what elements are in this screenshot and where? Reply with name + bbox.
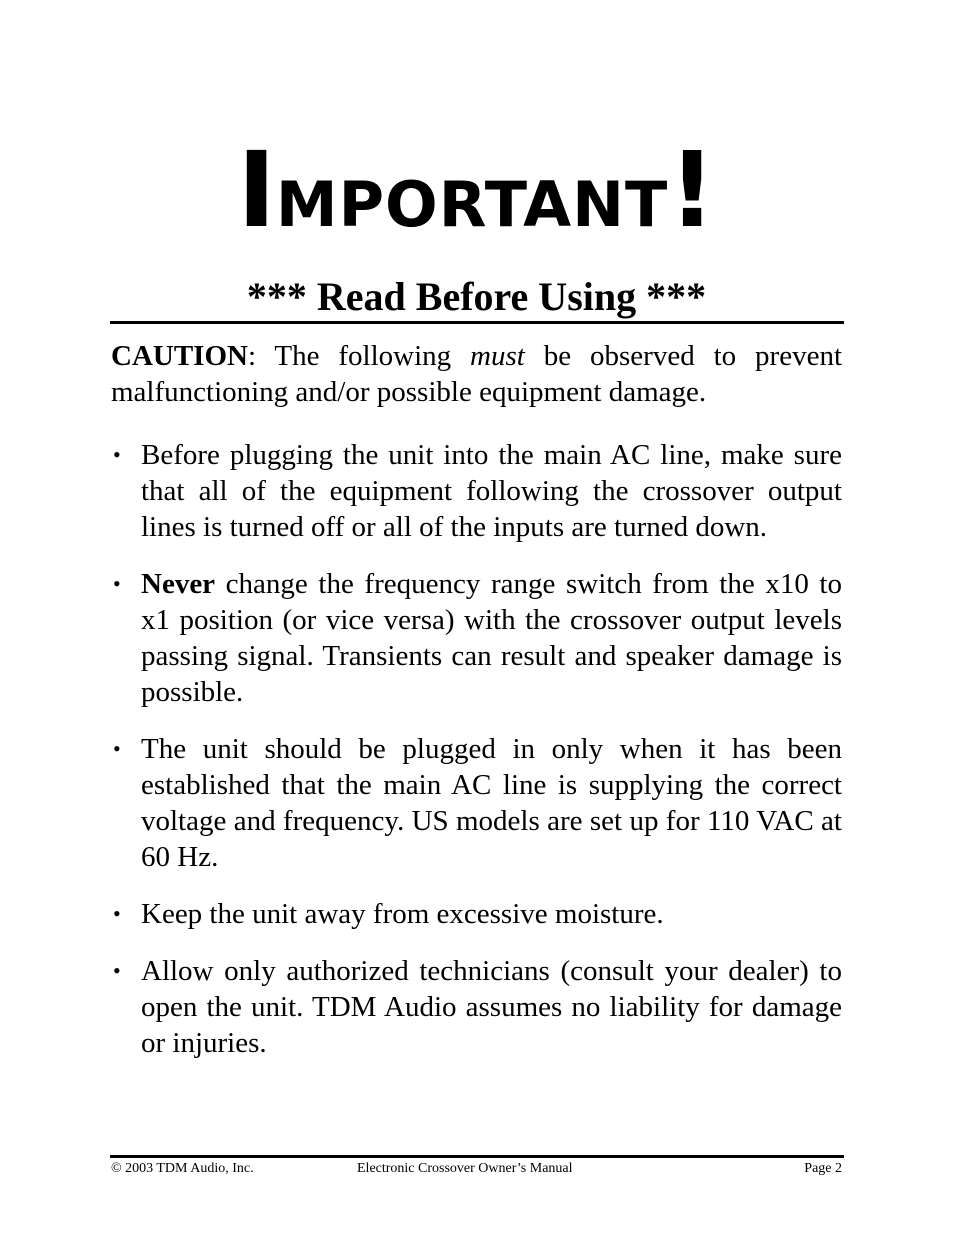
title-rest: MPORTANT: [275, 168, 669, 241]
footer-page-number: Page 2: [804, 1161, 842, 1176]
list-item: [111, 953, 842, 1061]
page-title: [110, 129, 843, 251]
caution-paragraph: [111, 338, 842, 410]
list-item-text: change the frequency range switch from the x10 to x1 position (or vice versa) with the crossover output levels passing signal. Transients can result and speaker damage is possible.: [141, 568, 842, 708]
bullet-icon: •: [113, 736, 121, 761]
caution-text-after: be observed to prevent malfunctioning and/or possible equipment damage.: [111, 340, 842, 408]
caution-label: CAUTION: [111, 340, 248, 372]
title-first-letter: I: [237, 129, 276, 251]
list-item: [111, 437, 842, 545]
list-item-text: Allow only authorized technicians (consult your dealer) to open the unit. TDM Audio assumes no liability for damage or injuries.: [141, 955, 842, 1059]
list-item-bold: Never: [141, 568, 216, 600]
list-item-text: Keep the unit away from excessive moisture.: [141, 898, 664, 930]
header-divider: [110, 321, 844, 324]
footer-copyright: © 2003 TDM Audio, Inc.: [111, 1161, 254, 1176]
bullet-icon: •: [113, 571, 121, 596]
bullet-icon: •: [113, 442, 121, 467]
list-item: [111, 566, 842, 710]
list-item: [111, 896, 842, 932]
list-item-text: Before plugging the unit into the main AC line, make sure that all of the equipment following the crossover output lines is turned off or all of the inputs are turned down.: [141, 439, 842, 543]
list-item: [111, 731, 842, 875]
footer-manual-title: Electronic Crossover Owner’s Manual: [357, 1161, 573, 1176]
page-subtitle: *** Read Before Using ***: [246, 274, 707, 319]
warning-list: [111, 437, 842, 1082]
bullet-icon: •: [113, 901, 121, 926]
caution-emphasis: must: [470, 340, 525, 372]
title-exclaim: !: [668, 129, 716, 251]
list-item-text: The unit should be plugged in only when it has been established that the main AC line is supplying the correct voltage and frequency. US models are set up for 110 VAC at 60 Hz.: [141, 733, 842, 873]
caution-text-before: : The following: [247, 340, 471, 372]
footer-divider: [110, 1155, 844, 1158]
bullet-icon: •: [113, 958, 121, 983]
